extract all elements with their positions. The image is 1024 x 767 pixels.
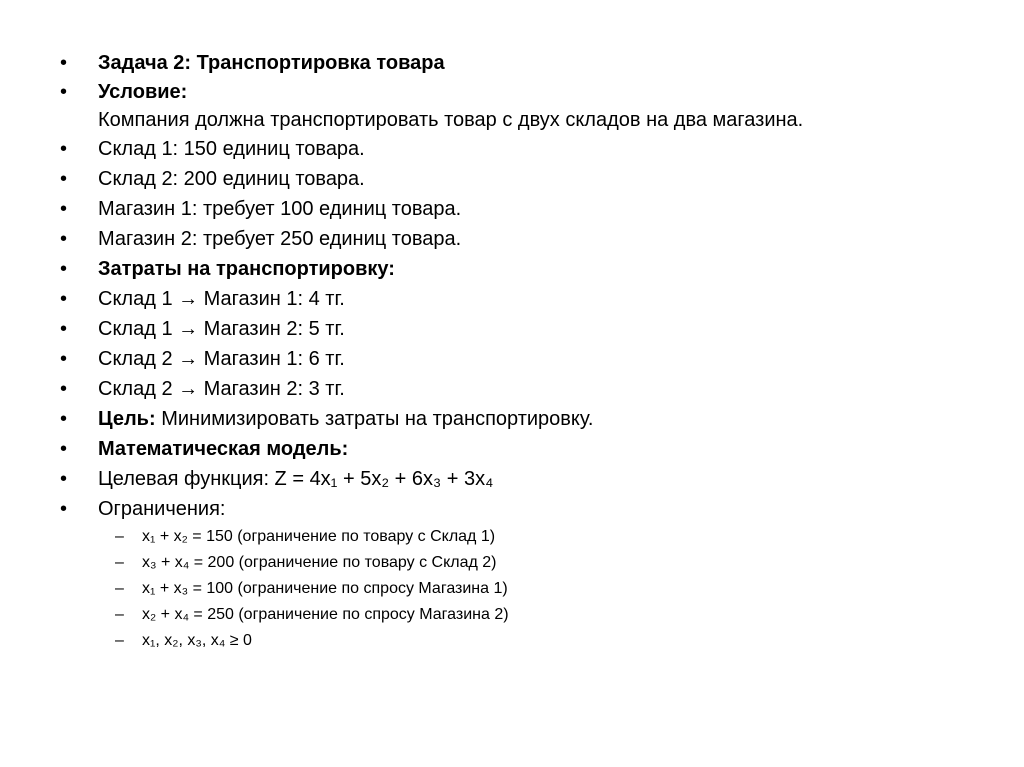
objective-item xyxy=(60,464,980,494)
bullet-dash: – xyxy=(115,580,124,597)
cost-item-3 xyxy=(60,344,980,374)
constraint-item-3 xyxy=(60,576,980,602)
task-title-item xyxy=(60,48,980,78)
constraint-item-5 xyxy=(60,628,980,654)
demand-text: Магазин 1: требует 100 единиц товара. xyxy=(98,198,462,220)
cost-text: Склад 1 → Магазин 1: 4 тг. xyxy=(98,288,345,310)
bullet-dash: – xyxy=(115,632,124,649)
supply-text: Склад 1: 150 единиц товара. xyxy=(98,138,365,160)
bullet-dot: • xyxy=(60,498,68,520)
costs-label: Затраты на транспортировку: xyxy=(98,258,395,280)
constraint-text: x₁ + x₃ = 100 (ограничение по спросу Магазина 1) xyxy=(142,580,508,597)
cost-item-4 xyxy=(60,374,980,404)
condition-item xyxy=(60,78,980,134)
condition-label: Условие: xyxy=(98,81,188,103)
demand-text: Магазин 2: требует 250 единиц товара. xyxy=(98,228,462,250)
demand-item-1 xyxy=(60,194,980,224)
model-label-item xyxy=(60,434,980,464)
task-title: Задача 2: Транспортировка товара xyxy=(98,52,445,74)
bullet-dot: • xyxy=(60,288,68,310)
constraints-label: Ограничения: xyxy=(98,498,226,520)
constraint-item-2 xyxy=(60,550,980,576)
cost-text: Склад 2 → Магазин 1: 6 тг. xyxy=(98,348,345,370)
demand-item-2 xyxy=(60,224,980,254)
goal-label: Цель: xyxy=(98,408,156,430)
bullet-dot: • xyxy=(60,318,68,340)
bullet-dot: • xyxy=(60,138,68,160)
bullet-dot: • xyxy=(60,168,68,190)
bullet-dot: • xyxy=(60,228,68,250)
constraint-text: x₁, x₂, x₃, x₄ ≥ 0 xyxy=(142,632,252,649)
bullet-dot: • xyxy=(60,348,68,370)
bullet-dot: • xyxy=(60,198,68,220)
condition-text: Компания должна транспортировать товар с двух складов на два магазина. xyxy=(98,109,804,131)
constraint-text: x₃ + x₄ = 200 (ограничение по товару с Склад 2) xyxy=(142,554,497,571)
slide-content xyxy=(60,48,980,654)
costs-label-item xyxy=(60,254,980,284)
goal-item xyxy=(60,404,980,434)
cost-item-1 xyxy=(60,284,980,314)
bullet-dot: • xyxy=(60,438,68,460)
bullet-dot: • xyxy=(60,81,68,103)
supply-item-2 xyxy=(60,164,980,194)
bullet-dash: – xyxy=(115,528,124,545)
constraints-label-item xyxy=(60,494,980,524)
constraint-text: x₂ + x₄ = 250 (ограничение по спросу Магазина 2) xyxy=(142,606,509,623)
bullet-dash: – xyxy=(115,554,124,571)
constraint-item-1 xyxy=(60,524,980,550)
bullet-dot: • xyxy=(60,258,68,280)
bullet-dot: • xyxy=(60,468,68,490)
cost-item-2 xyxy=(60,314,980,344)
supply-text: Склад 2: 200 единиц товара. xyxy=(98,168,365,190)
cost-text: Склад 2 → Магазин 2: 3 тг. xyxy=(98,378,345,400)
objective-text: Целевая функция: Z = 4x₁ + 5x₂ + 6x₃ + 3x₄ xyxy=(98,468,494,490)
bullet-dot: • xyxy=(60,52,68,74)
model-label: Математическая модель: xyxy=(98,438,349,460)
supply-item-1 xyxy=(60,134,980,164)
cost-text: Склад 1 → Магазин 2: 5 тг. xyxy=(98,318,345,340)
bullet-dot: • xyxy=(60,408,68,430)
constraint-item-4 xyxy=(60,602,980,628)
constraint-text: x₁ + x₂ = 150 (ограничение по товару с Склад 1) xyxy=(142,528,496,545)
bullet-dash: – xyxy=(115,606,124,623)
bullet-dot: • xyxy=(60,378,68,400)
goal-text: Минимизировать затраты на транспортировку. xyxy=(155,408,594,430)
